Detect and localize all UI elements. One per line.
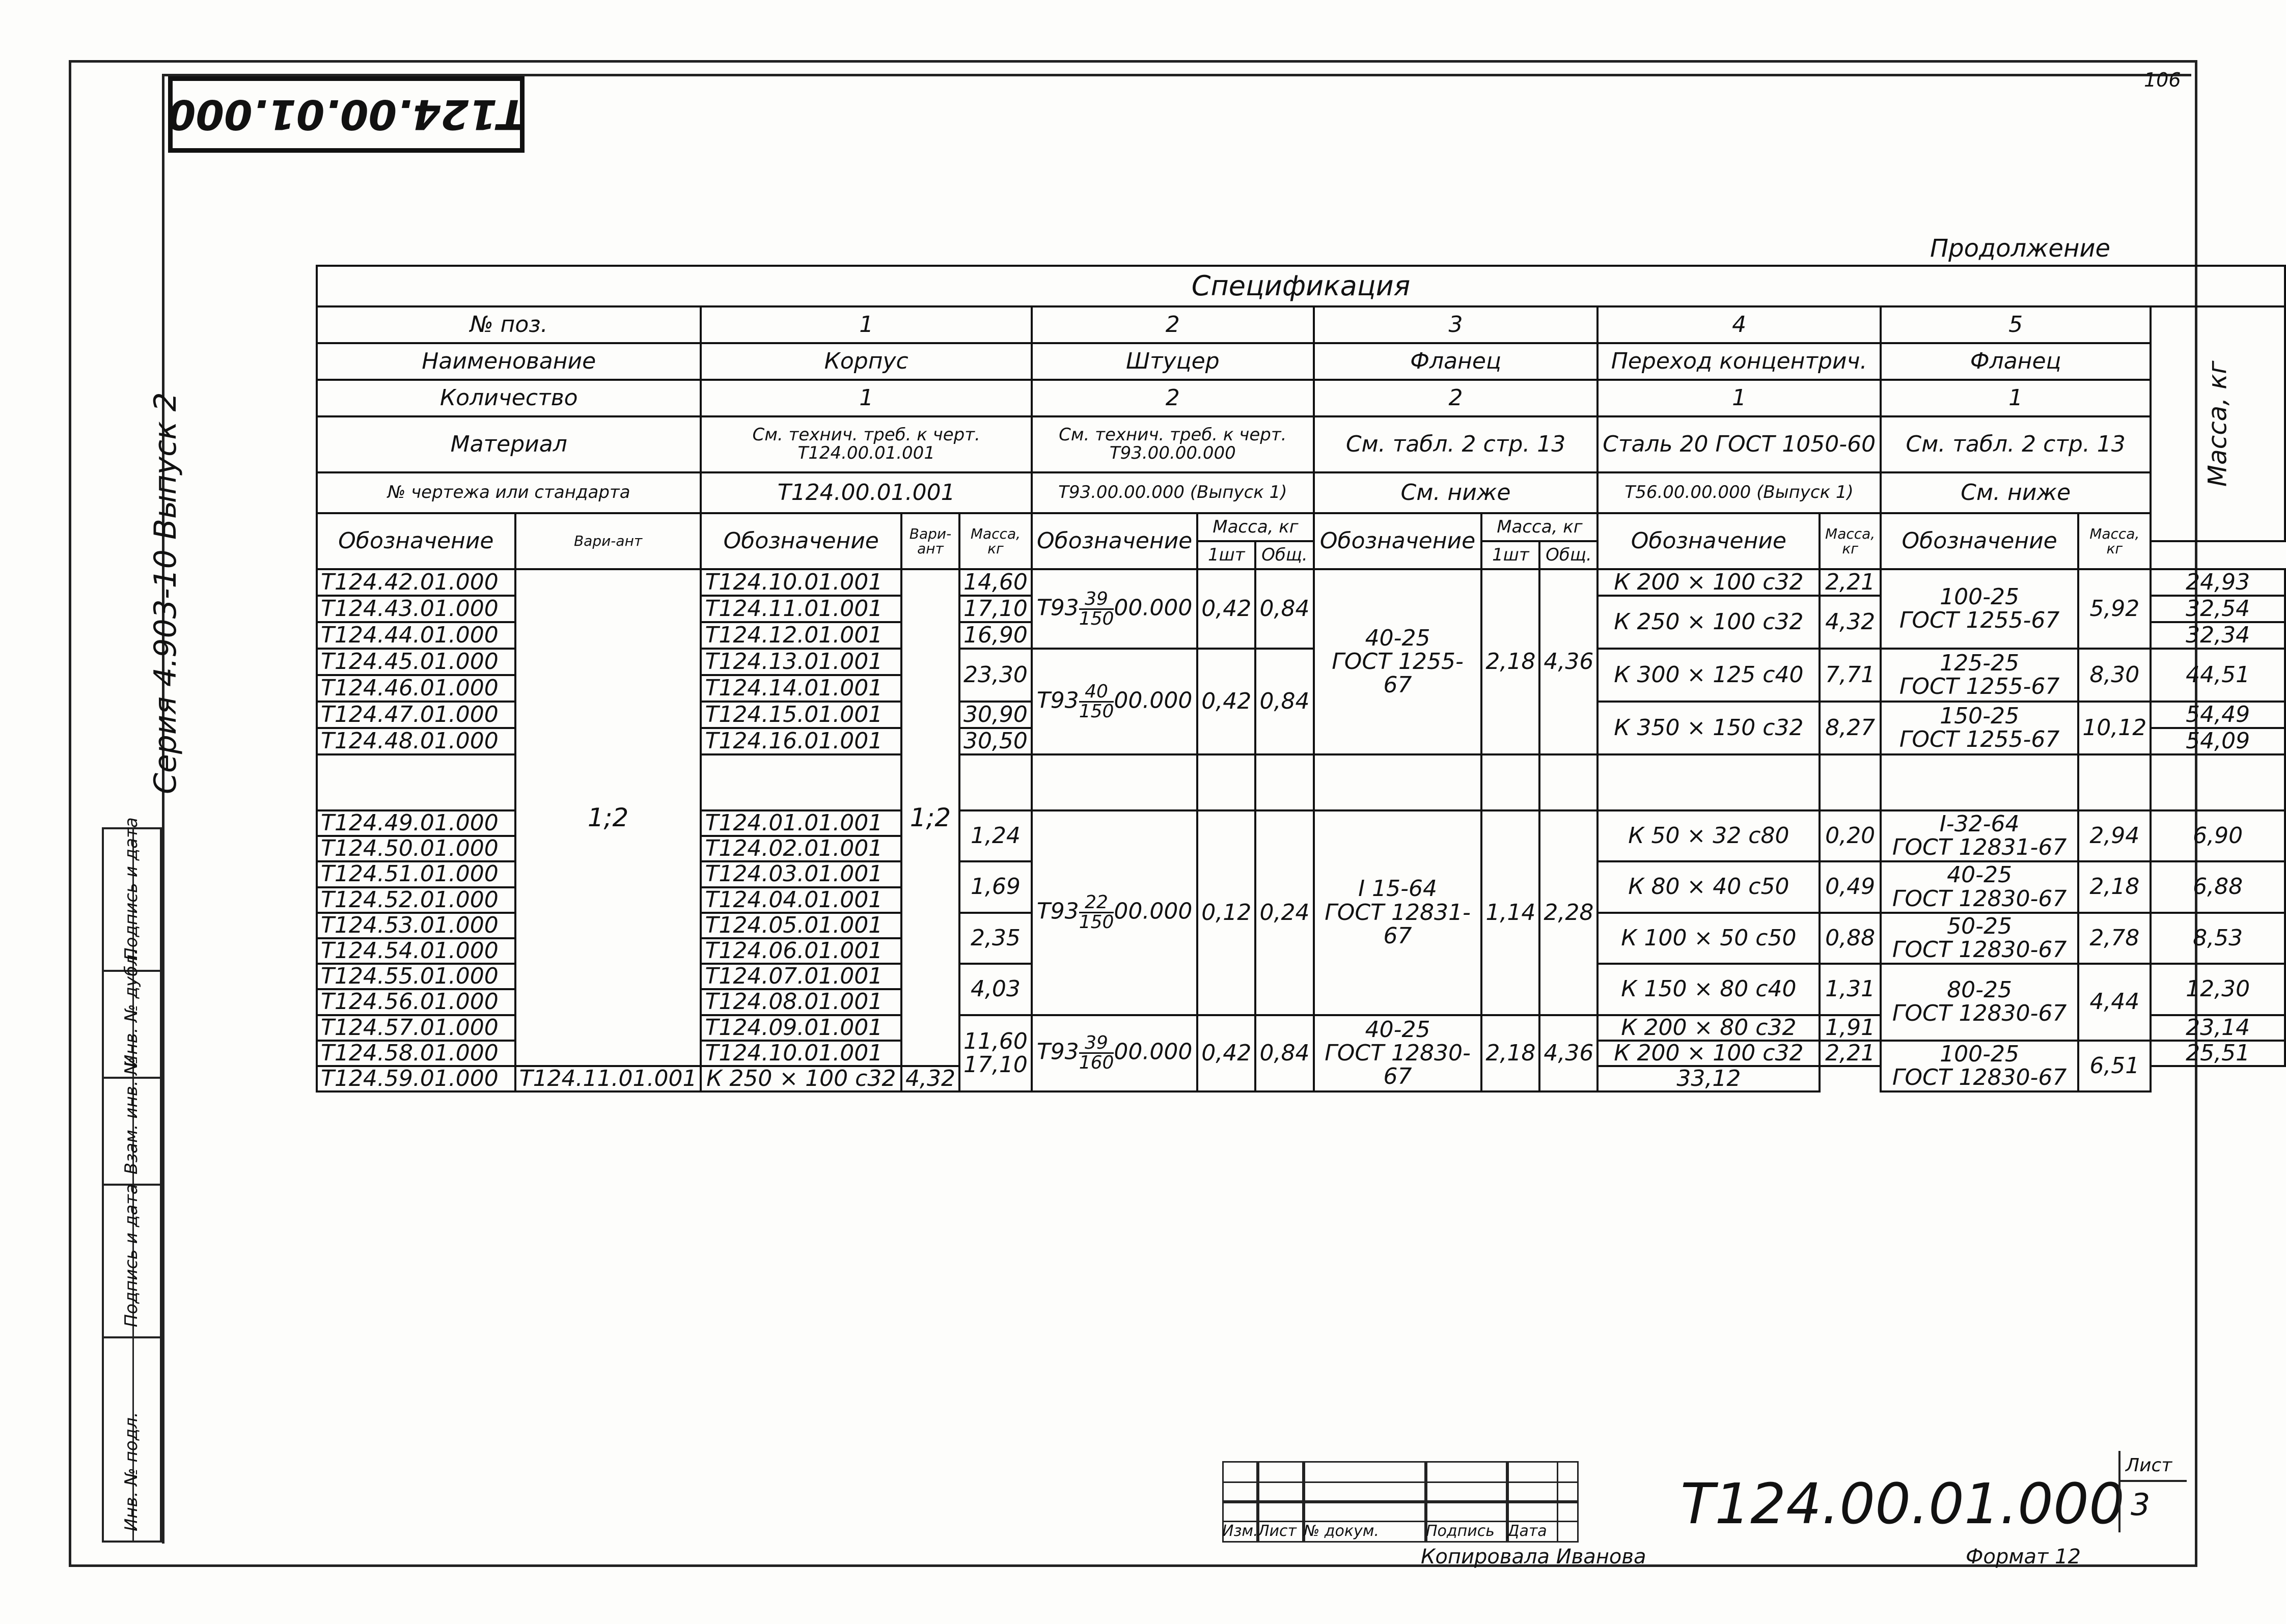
c3-mass-header: Масса, кг [1481, 513, 1598, 541]
c1-des: Т124.04.01.001 [701, 887, 901, 913]
c2-m1: 0,42 [1197, 569, 1255, 649]
c1-des: Т124.16.01.001 [701, 728, 901, 754]
label-drawing: № чертежа или стандарта [317, 472, 701, 513]
c4-m: 8,27 [1820, 702, 1881, 754]
c4-m: 1,91 [1820, 1015, 1881, 1041]
c4-des: К 300 × 125 с40 [1598, 649, 1820, 702]
c1-des: Т124.12.01.001 [701, 622, 901, 649]
c4-m: 0,88 [1820, 913, 1881, 964]
qty-2: 2 [1032, 380, 1314, 416]
c4-m: 2,21 [1820, 1041, 1881, 1066]
c4-m: 0,49 [1820, 861, 1881, 912]
c3-m1: 2,18 [1481, 569, 1539, 754]
sheet-label: Лист [2120, 1451, 2187, 1482]
side-cell-signature-1: Подпись и дата [104, 829, 160, 972]
label-material: Материал [317, 416, 701, 472]
c2-mass-1: 1шт [1197, 541, 1255, 569]
c1-des: Т124.03.01.001 [701, 861, 901, 887]
c2-designation-header: Обозначение [1032, 513, 1197, 569]
total-mass: 12,30 [2151, 964, 2285, 1015]
c2-des-b2: Т93 $\frac{39}{160}$ 00.000 [1032, 1015, 1197, 1092]
material-1: См. технич. треб. к черт. Т124.00.01.001 [701, 416, 1031, 472]
c4-m: 2,21 [1820, 569, 1881, 596]
total-mass: 32,54 [2151, 596, 2285, 622]
c4-m: 0,20 [1820, 810, 1881, 861]
c5-m: 10,12 [2078, 702, 2151, 754]
drawing-3: См. ниже [1314, 472, 1598, 513]
c2-m1: 0,42 [1197, 649, 1255, 754]
side-cell-signature-2: Подпись и дата [104, 1186, 160, 1338]
c1-des: Т124.05.01.001 [701, 913, 901, 938]
table-row: Т124.52.01.000 [317, 887, 515, 913]
document-code: Т124.00.01.000 [1681, 1471, 2125, 1536]
title-block [1222, 1455, 2190, 1543]
total-mass: 25,51 [2151, 1041, 2285, 1066]
c1-mass-header: Масса, кг [959, 513, 1032, 569]
table-row: Т124.46.01.000 [317, 675, 515, 702]
c5-m: 8,30 [2078, 649, 2151, 702]
c5-des-b5: 100-25 ГОСТ 12830-67 [1881, 1041, 2078, 1091]
label-name: Наименование [317, 343, 701, 380]
spacer-cell [317, 754, 515, 810]
drawing-5: См. ниже [1881, 472, 2151, 513]
label-variant: Вари-ант [515, 513, 701, 569]
table-row: Т124.48.01.000 [317, 728, 515, 754]
c4-des: К 50 × 32 с80 [1598, 810, 1820, 861]
table-row: Т124.51.01.000 [317, 861, 515, 887]
c1-mass: 30,90 [959, 702, 1032, 728]
total-mass: 6,88 [2151, 861, 2285, 912]
c3-mass-total: Общ. [1539, 541, 1598, 569]
c1-variant-value: 1;2 [901, 569, 959, 1066]
pos-2: 2 [1032, 306, 1314, 343]
label-qty: Количество [317, 380, 701, 416]
c5-des-b4: 80-25 ГОСТ 12830-67 [1881, 964, 2078, 1041]
table-row: Т124.45.01.000 [317, 649, 515, 675]
c1-designation-header: Обозначение [701, 513, 901, 569]
sheet-number: 3 [2131, 1487, 2151, 1523]
c2-mass-total: Общ. [1255, 541, 1313, 569]
total-mass: 8,53 [2151, 913, 2285, 964]
c4-designation-header: Обозначение [1598, 513, 1820, 569]
c4-des: К 250 × 100 с32 [701, 1066, 901, 1091]
spacer-cell [959, 754, 1032, 810]
c1-mass: 1,69 [959, 861, 1032, 912]
total-mass: 23,14 [2151, 1015, 2285, 1041]
c1-des: Т124.10.01.001 [701, 569, 901, 596]
c4-des: К 200 × 100 с32 [1598, 569, 1820, 596]
revision-labels: Изм. Лист № докум. Подпись Дата [1222, 1522, 1547, 1540]
c1-mass: 4,03 [959, 964, 1032, 1015]
material-4: Сталь 20 ГОСТ 1050-60 [1598, 416, 1881, 472]
c4-des: К 350 × 150 с32 [1598, 702, 1820, 754]
pos-1: 1 [701, 306, 1031, 343]
c4-des: К 200 × 100 с32 [1598, 1041, 1820, 1066]
total-mass: 44,51 [2151, 649, 2285, 702]
table-row: Т124.53.01.000 [317, 913, 515, 938]
total-mass: 33,12 [1598, 1066, 1820, 1091]
c2-m1: 0,42 [1197, 1015, 1255, 1092]
c1-variant-header: Вари-ант [901, 513, 959, 569]
total-mass: 54,49 [2151, 702, 2285, 728]
c5-m: 5,92 [2078, 569, 2151, 649]
drawing-1: Т124.00.01.001 [701, 472, 1031, 513]
c3-des-b2: 40-25 ГОСТ 12830-67 [1314, 1015, 1482, 1092]
c4-des: К 150 × 80 с40 [1598, 964, 1820, 1015]
drawing-2: Т93.00.00.000 (Выпуск 1) [1032, 472, 1314, 513]
c2-mt: 0,84 [1255, 649, 1313, 754]
spacer-cell [1481, 754, 1539, 810]
c2-mt: 0,84 [1255, 1015, 1313, 1092]
spacer-cell [2078, 754, 2151, 810]
c5-m: 6,51 [2078, 1041, 2151, 1091]
qty-5: 1 [1881, 380, 2151, 416]
spacer-cell [1598, 754, 1820, 810]
table-row: Т124.58.01.000 [317, 1041, 515, 1066]
c3-mass-1: 1шт [1481, 541, 1539, 569]
c2-m1: 0,12 [1197, 810, 1255, 1015]
pos-5: 5 [1881, 306, 2151, 343]
c3-m1: 1,14 [1481, 810, 1539, 1015]
c1-mass: 11,60 17,10 [959, 1015, 1032, 1092]
side-cell-replace-inv: Взам. инв. № [104, 1079, 160, 1186]
c5-des-b2: 40-25 ГОСТ 12830-67 [1881, 861, 2078, 912]
c5-designation-header: Обозначение [1881, 513, 2078, 569]
c5-des-a2: 125-25 ГОСТ 1255-67 [1881, 649, 2078, 702]
table-row: Т124.55.01.000 [317, 964, 515, 989]
c1-mass: 14,60 [959, 569, 1032, 596]
spacer-cell [1255, 754, 1313, 810]
table-row: Т124.57.01.000 [317, 1015, 515, 1041]
c5-m: 2,94 [2078, 810, 2151, 861]
continuation-label: Продолжение [1930, 234, 2111, 263]
c1-mass-extra: 17,10 [963, 1051, 1028, 1078]
c3-mt: 2,28 [1539, 810, 1598, 1015]
spacer-cell [2151, 754, 2285, 810]
format-label: Формат 12 [1966, 1545, 2081, 1569]
specification-table [316, 265, 2286, 1093]
c4-m: 1,31 [1820, 964, 1881, 1015]
c5-mass-header: Масса, кг [2078, 513, 2151, 569]
c1-mass: 17,10 [959, 596, 1032, 622]
table-row: Т124.56.01.000 [317, 989, 515, 1015]
spacer-cell [1881, 754, 2078, 810]
c3-mt: 4,36 [1539, 1015, 1598, 1092]
table-row: Т124.47.01.000 [317, 702, 515, 728]
c4-m: 7,71 [1820, 649, 1881, 702]
variant-value: 1;2 [515, 569, 701, 1066]
spacer-cell [1197, 754, 1255, 810]
c2-des-a1: Т93 $\frac{39}{150}$ 00.000 [1032, 569, 1197, 649]
c4-m: 4,32 [1820, 596, 1881, 649]
qty-4: 1 [1598, 380, 1881, 416]
qty-3: 2 [1314, 380, 1598, 416]
pos-3: 3 [1314, 306, 1598, 343]
c1-mass: 16,90 [959, 622, 1032, 649]
c3-designation-header: Обозначение [1314, 513, 1482, 569]
total-mass: 54,09 [2151, 728, 2285, 754]
c4-m: 4,32 [901, 1066, 959, 1091]
sheet-box [2118, 1451, 2187, 1532]
c5-des-a1: 100-25 ГОСТ 1255-67 [1881, 569, 2078, 649]
c4-des: К 80 × 40 с50 [1598, 861, 1820, 912]
table-row: Т124.43.01.000 [317, 596, 515, 622]
c2-mass-header: Масса, кг [1197, 513, 1313, 541]
c5-des-a3: 150-25 ГОСТ 1255-67 [1881, 702, 2078, 754]
c1-des: Т124.07.01.001 [701, 964, 901, 989]
total-mass: 32,34 [2151, 622, 2285, 649]
c2-mt: 0,24 [1255, 810, 1313, 1015]
total-mass: 24,93 [2151, 569, 2285, 596]
series-label: Серия 4.903-10 Выпуск 2 [148, 392, 183, 794]
copied-by: Копировала Иванова [1421, 1545, 1646, 1569]
c1-mass: 2,35 [959, 913, 1032, 964]
c5-m: 2,18 [2078, 861, 2151, 912]
c1-des: Т124.11.01.001 [701, 596, 901, 622]
c3-des-a: 40-25 ГОСТ 1255-67 [1314, 569, 1482, 754]
c2-des-a2: Т93 $\frac{40}{150}$ 00.000 [1032, 649, 1197, 754]
name-2: Штуцер [1032, 343, 1314, 380]
c5-des-b3: 50-25 ГОСТ 12830-67 [1881, 913, 2078, 964]
material-2: См. технич. треб. к черт. Т93.00.00.000 [1032, 416, 1314, 472]
mass-column-header: Масса, кг [2151, 306, 2285, 541]
table-row: Т124.59.01.000 [317, 1066, 515, 1091]
c4-mass-header: Масса, кг [1820, 513, 1881, 569]
c5-des-b1: I-32-64 ГОСТ 12831-67 [1881, 810, 2078, 861]
c4-des: К 250 × 100 с32 [1598, 596, 1820, 649]
label-designation: Обозначение [317, 513, 515, 569]
name-1: Корпус [701, 343, 1031, 380]
drawing-4: Т56.00.00.000 (Выпуск 1) [1598, 472, 1881, 513]
spacer-cell [1539, 754, 1598, 810]
name-4: Переход концентрич. [1598, 343, 1881, 380]
qty-1: 1 [701, 380, 1031, 416]
side-stamp-strip [102, 817, 162, 1543]
document-code-stamp: Т124.00.01.000 [168, 76, 525, 153]
side-cell-dup-inv: Инв. № дубл. [104, 972, 160, 1079]
label-pos: № поз. [317, 306, 701, 343]
table-row: Т124.44.01.000 [317, 622, 515, 649]
name-5: Фланец [1881, 343, 2151, 380]
c5-m: 4,44 [2078, 964, 2151, 1041]
table-title: Спецификация [317, 266, 2285, 306]
c2-des-b1: Т93 $\frac{22}{150}$ 00.000 [1032, 810, 1197, 1015]
c3-m1: 2,18 [1481, 1015, 1539, 1092]
spacer-cell [1820, 754, 1881, 810]
c1-mass: 23,30 [959, 649, 1032, 702]
c1-des: Т124.02.01.001 [701, 836, 901, 861]
spacer-cell [701, 754, 901, 810]
c3-des-b1: I 15-64 ГОСТ 12831-67 [1314, 810, 1482, 1015]
c1-des: Т124.15.01.001 [701, 702, 901, 728]
material-3: См. табл. 2 стр. 13 [1314, 416, 1598, 472]
table-row: Т124.50.01.000 [317, 836, 515, 861]
c2-mt: 0,84 [1255, 569, 1313, 649]
c1-des: Т124.14.01.001 [701, 675, 901, 702]
c1-des: Т124.01.01.001 [701, 810, 901, 836]
c1-des: Т124.13.01.001 [701, 649, 901, 675]
c5-m: 2,78 [2078, 913, 2151, 964]
table-row: Т124.42.01.000 [317, 569, 515, 596]
c1-mass: 1,24 [959, 810, 1032, 861]
c1-des: Т124.06.01.001 [701, 938, 901, 964]
pos-4: 4 [1598, 306, 1881, 343]
c4-des: К 200 × 80 с32 [1598, 1015, 1820, 1041]
spacer-cell [1314, 754, 1482, 810]
total-mass: 6,90 [2151, 810, 2285, 861]
c1-des: Т124.08.01.001 [701, 989, 901, 1015]
material-5: См. табл. 2 стр. 13 [1881, 416, 2151, 472]
c1-mass: 30,50 [959, 728, 1032, 754]
table-row: Т124.49.01.000 [317, 810, 515, 836]
spacer-cell [1032, 754, 1197, 810]
c1-des: Т124.10.01.001 [701, 1041, 901, 1066]
c4-des: К 100 × 50 с50 [1598, 913, 1820, 964]
name-3: Фланец [1314, 343, 1598, 380]
table-row: Т124.54.01.000 [317, 938, 515, 964]
c1-des: Т124.11.01.001 [515, 1066, 701, 1091]
c3-mt: 4,36 [1539, 569, 1598, 754]
page-number: 106 [2144, 69, 2181, 91]
side-cell-original-inv: Инв. № подл. [104, 1338, 160, 1541]
c1-des: Т124.09.01.001 [701, 1015, 901, 1041]
